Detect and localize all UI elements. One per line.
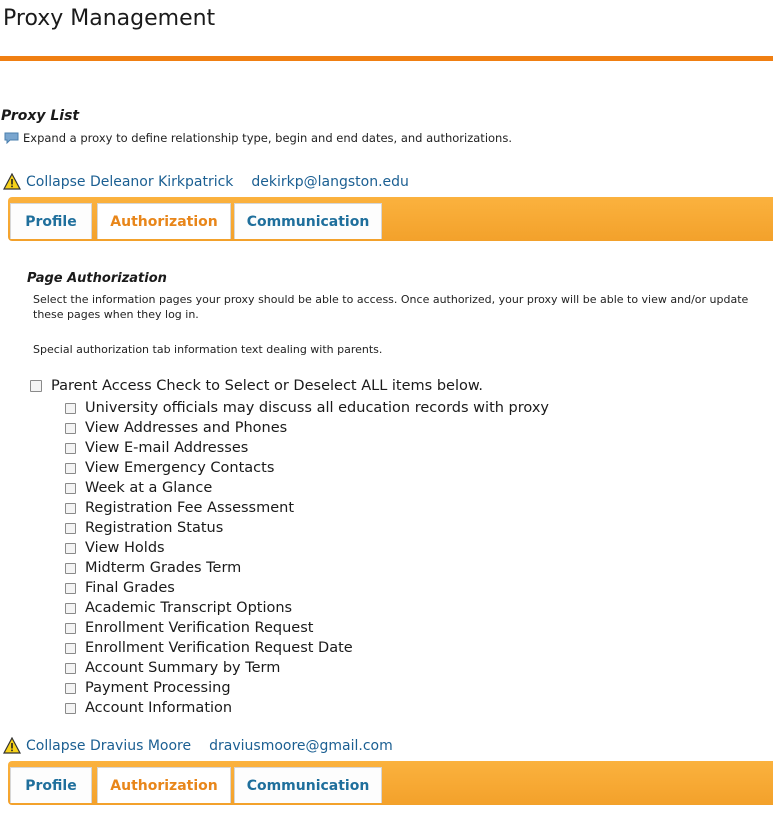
list-item bbox=[65, 598, 549, 618]
item-label: Enrollment Verification Request Date bbox=[85, 640, 353, 656]
list-item bbox=[65, 618, 549, 638]
list-item bbox=[65, 538, 549, 558]
item-checkbox[interactable] bbox=[65, 583, 76, 594]
list-item bbox=[65, 678, 549, 698]
collapse-proxy-link[interactable]: Collapse Dravius Moore bbox=[26, 737, 192, 754]
proxy-email-link[interactable]: draviusmoore@gmail.com bbox=[209, 737, 393, 754]
list-item bbox=[65, 578, 549, 598]
tab-communication[interactable]: Communication bbox=[234, 203, 382, 239]
item-checkbox[interactable] bbox=[65, 443, 76, 454]
item-checkbox[interactable] bbox=[65, 603, 76, 614]
item-checkbox[interactable] bbox=[65, 683, 76, 694]
item-checkbox[interactable] bbox=[65, 643, 76, 654]
item-checkbox[interactable] bbox=[65, 563, 76, 574]
item-checkbox[interactable] bbox=[65, 703, 76, 714]
parent-access-label: Parent Access Check to Select or Deselect ALL items below. bbox=[51, 378, 483, 394]
tab-authorization[interactable]: Authorization bbox=[97, 767, 231, 803]
list-item bbox=[65, 658, 549, 678]
list-item bbox=[65, 638, 549, 658]
item-checkbox[interactable] bbox=[65, 483, 76, 494]
proxy-tabbar bbox=[8, 761, 773, 805]
list-item bbox=[65, 498, 549, 518]
authorization-item-list bbox=[65, 398, 549, 718]
item-checkbox[interactable] bbox=[65, 663, 76, 674]
warning-icon bbox=[3, 173, 21, 190]
item-label: View Addresses and Phones bbox=[85, 420, 288, 436]
item-checkbox[interactable] bbox=[65, 463, 76, 474]
proxy-list-help bbox=[4, 131, 512, 145]
item-checkbox[interactable] bbox=[65, 503, 76, 514]
authorization-parent-note: Special authorization tab information text dealing with parents. bbox=[33, 343, 383, 356]
title-divider bbox=[0, 56, 773, 61]
tab-communication[interactable]: Communication bbox=[234, 767, 382, 803]
list-item bbox=[65, 438, 549, 458]
item-label: Midterm Grades Term bbox=[85, 560, 242, 576]
list-item bbox=[65, 518, 549, 538]
collapse-proxy-link[interactable]: Collapse Deleanor Kirkpatrick bbox=[26, 173, 234, 190]
list-item bbox=[65, 698, 549, 718]
list-item bbox=[65, 458, 549, 478]
warning-icon bbox=[3, 737, 21, 754]
authorization-instructions: Select the information pages your proxy should be able to access. Once authorized, your proxy will be able to view and/or update these pages when they log in. bbox=[33, 293, 749, 321]
item-checkbox[interactable] bbox=[65, 543, 76, 554]
list-item bbox=[65, 558, 549, 578]
list-item bbox=[65, 418, 549, 438]
item-label: Registration Status bbox=[85, 520, 224, 536]
item-label: Academic Transcript Options bbox=[85, 600, 293, 616]
item-label: Registration Fee Assessment bbox=[85, 500, 295, 516]
help-text: Expand a proxy to define relationship type, begin and end dates, and authorizations. bbox=[23, 131, 512, 145]
page-title: Proxy Management bbox=[3, 6, 216, 31]
tab-profile[interactable]: Profile bbox=[10, 203, 92, 239]
parent-access-row bbox=[30, 378, 483, 394]
page-authorization-heading: Page Authorization bbox=[27, 271, 167, 286]
proxy-email-link[interactable]: dekirkp@langston.edu bbox=[251, 173, 409, 190]
proxy-list-heading: Proxy List bbox=[1, 108, 80, 124]
proxy-header bbox=[3, 737, 393, 754]
item-label: Week at a Glance bbox=[85, 480, 213, 496]
speech-bubble-icon bbox=[4, 132, 19, 144]
item-label: University officials may discuss all education records with proxy bbox=[85, 400, 549, 416]
proxy-header bbox=[3, 173, 409, 190]
item-checkbox[interactable] bbox=[65, 423, 76, 434]
list-item bbox=[65, 398, 549, 418]
item-label: Account Information bbox=[85, 700, 233, 716]
item-label: Enrollment Verification Request bbox=[85, 620, 314, 636]
item-label: View Holds bbox=[85, 540, 165, 556]
item-checkbox[interactable] bbox=[65, 403, 76, 414]
proxy-tabbar bbox=[8, 197, 773, 241]
item-label: Final Grades bbox=[85, 580, 175, 596]
item-label: Account Summary by Term bbox=[85, 660, 281, 676]
list-item bbox=[65, 478, 549, 498]
item-checkbox[interactable] bbox=[65, 523, 76, 534]
item-label: View E-mail Addresses bbox=[85, 440, 249, 456]
item-label: Payment Processing bbox=[85, 680, 231, 696]
parent-access-checkbox[interactable] bbox=[30, 380, 42, 392]
tab-authorization[interactable]: Authorization bbox=[97, 203, 231, 239]
item-label: View Emergency Contacts bbox=[85, 460, 275, 476]
item-checkbox[interactable] bbox=[65, 623, 76, 634]
tab-profile[interactable]: Profile bbox=[10, 767, 92, 803]
